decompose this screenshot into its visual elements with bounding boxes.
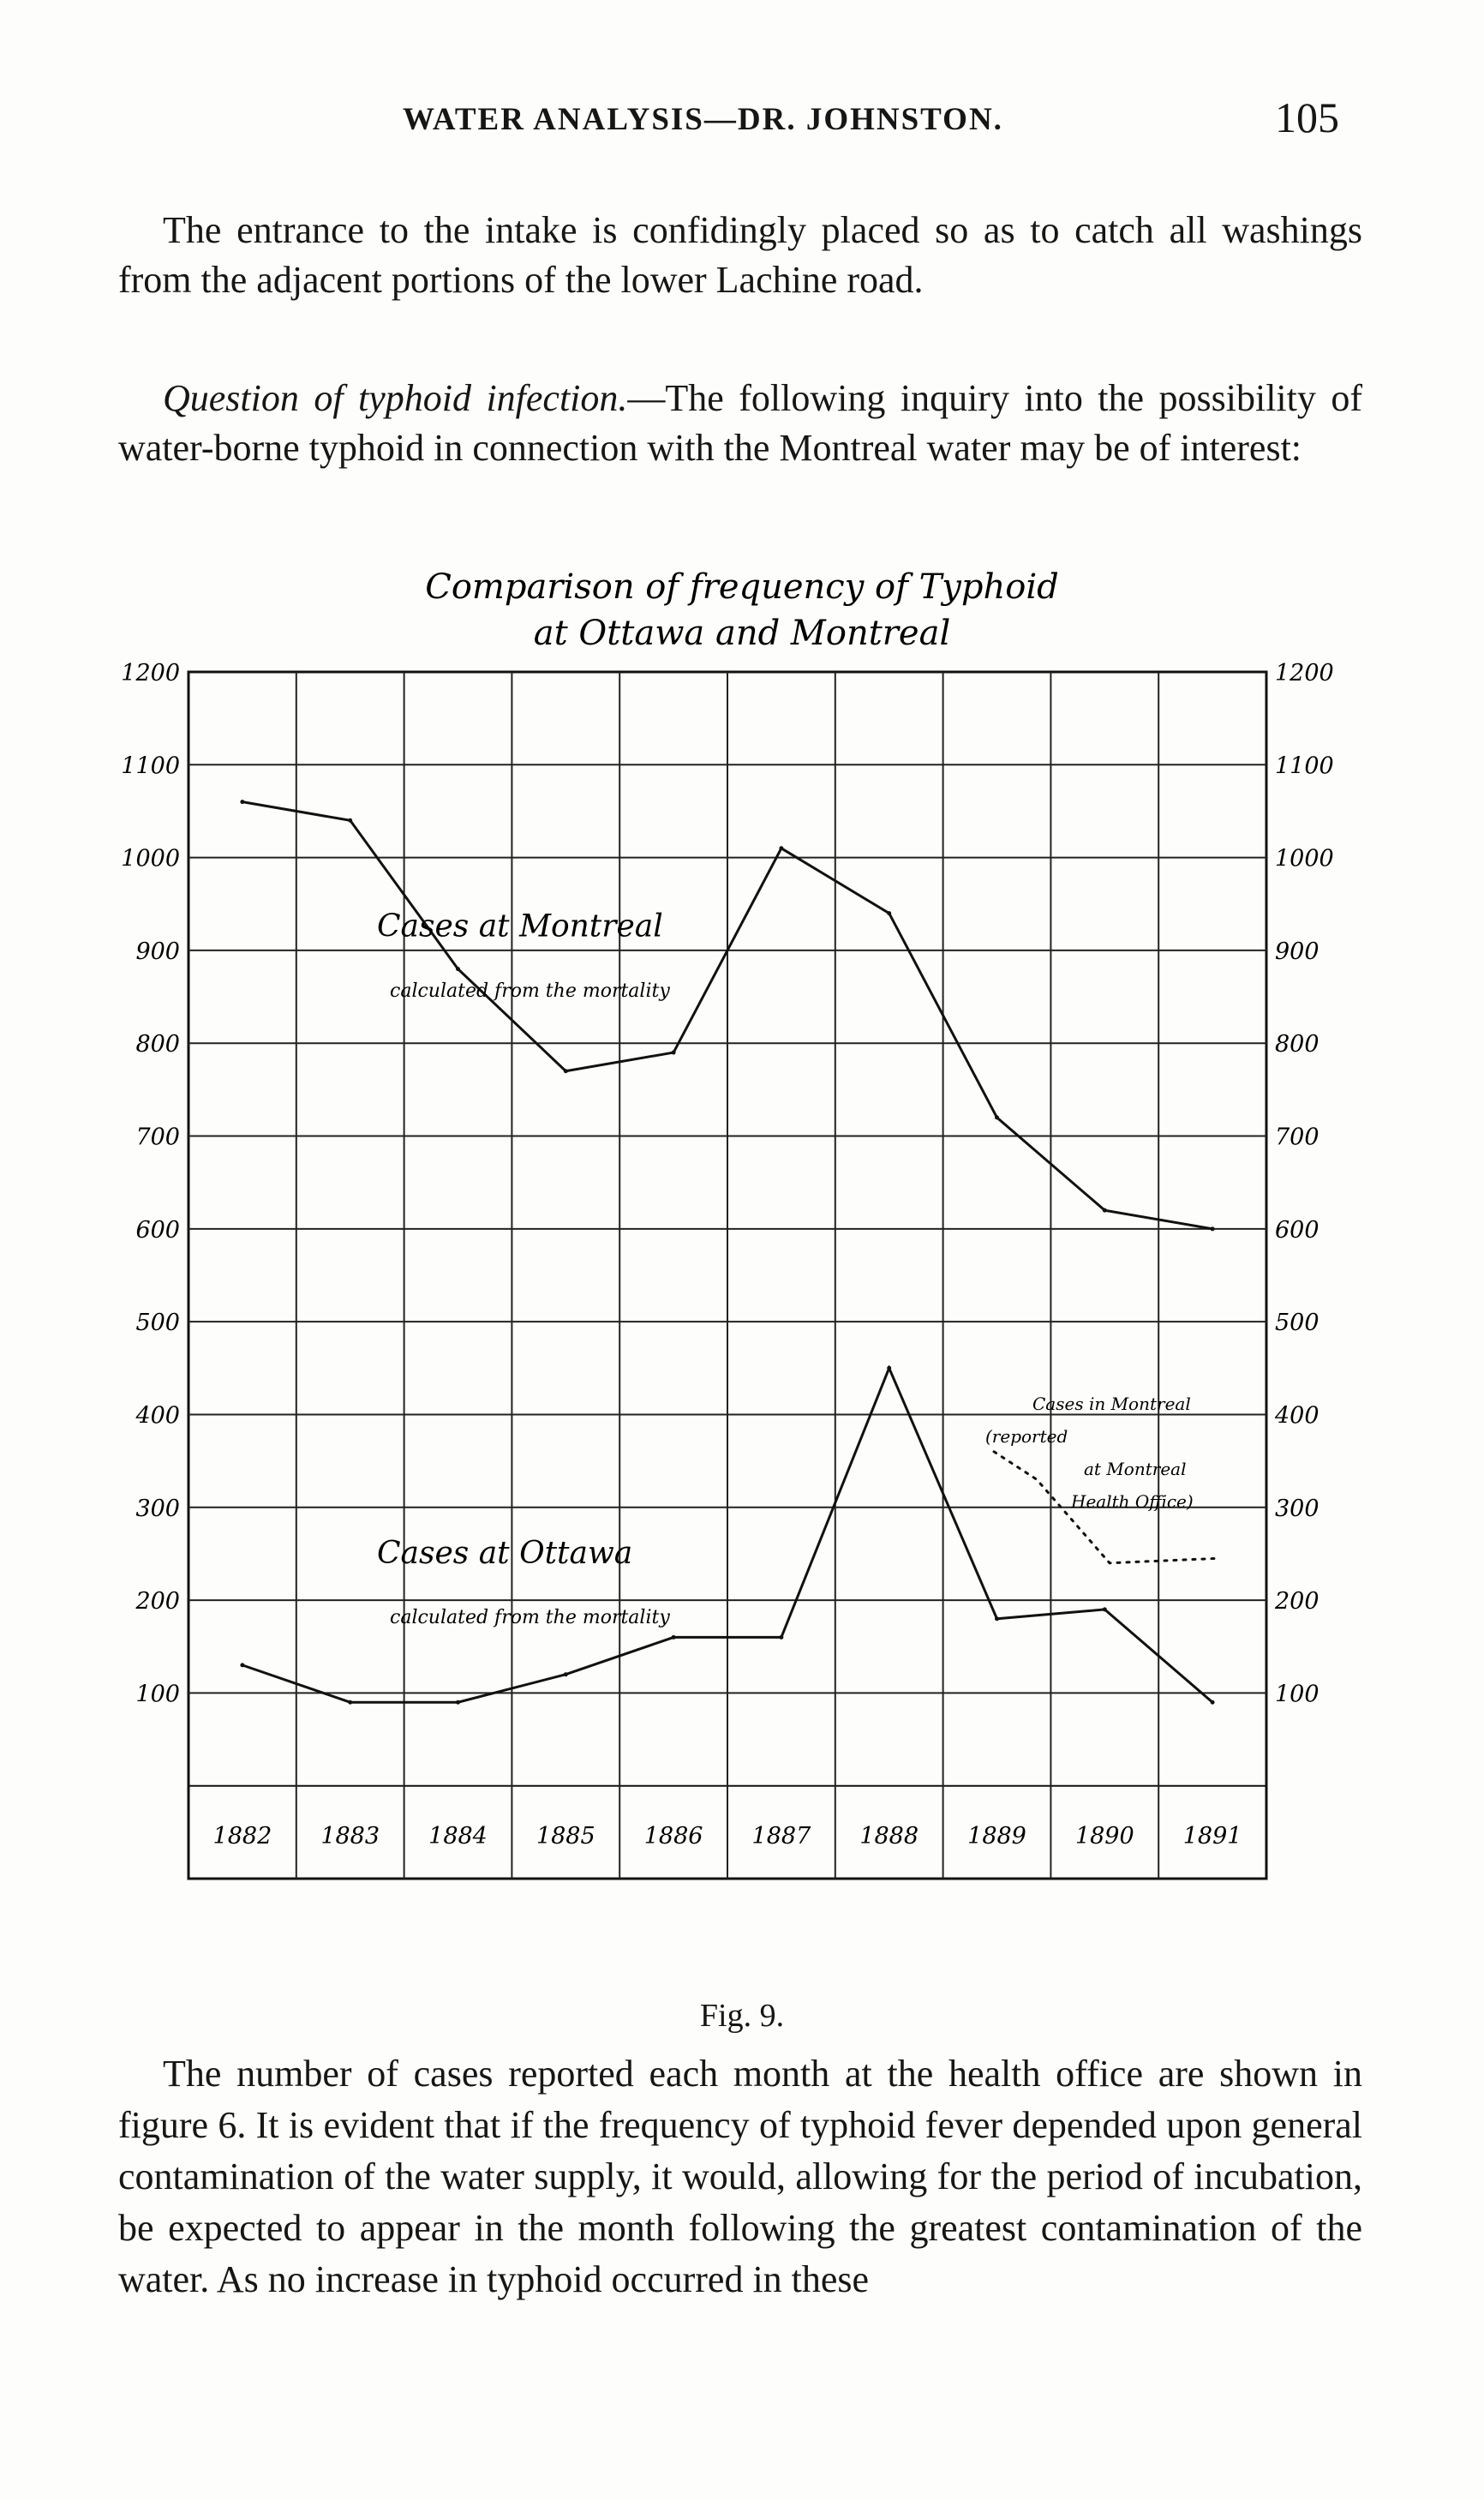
data-point-ottawa bbox=[1211, 1700, 1215, 1705]
typhoid-chart bbox=[0, 549, 1484, 2023]
x-tick-label: 1888 bbox=[859, 1822, 919, 1850]
y-tick-label-left: 100 bbox=[135, 1681, 180, 1708]
section-text: —The following inquiry into the possibility of water-borne typhoid in connection with the Montreal water may be of interest: bbox=[118, 377, 1362, 469]
x-tick-label: 1883 bbox=[320, 1822, 380, 1850]
y-tick-label-left: 1200 bbox=[121, 660, 180, 686]
page-number: 105 bbox=[1275, 93, 1339, 141]
data-point-ottawa bbox=[564, 1672, 568, 1676]
data-point-ottawa bbox=[240, 1663, 244, 1667]
data-point-montreal bbox=[887, 911, 891, 915]
paragraph-typhoid-question bbox=[118, 374, 1362, 473]
data-point-ottawa bbox=[887, 1366, 891, 1370]
data-point-montreal bbox=[456, 967, 460, 971]
y-tick-label-right: 1100 bbox=[1275, 752, 1334, 780]
x-tick-label: 1885 bbox=[536, 1822, 595, 1850]
data-point-montreal bbox=[240, 800, 244, 804]
chart-title-line2: at Ottawa and Montreal bbox=[533, 614, 951, 653]
series-label-ottawa: Cases at Ottawa bbox=[377, 1535, 633, 1571]
y-tick-label-left: 900 bbox=[135, 938, 180, 965]
data-point-montreal bbox=[779, 846, 783, 850]
y-tick-label-right: 100 bbox=[1275, 1681, 1319, 1708]
y-tick-label-left: 400 bbox=[135, 1402, 180, 1430]
data-point-ottawa bbox=[456, 1700, 460, 1705]
figure-caption: Fig. 9. bbox=[699, 1998, 785, 2034]
data-point-montreal bbox=[1211, 1226, 1215, 1231]
data-point-montreal bbox=[672, 1051, 676, 1055]
series-label-montreal: Cases at Montreal bbox=[377, 908, 663, 944]
chart-title-line1: Comparison of frequency of Typhoid bbox=[425, 567, 1059, 607]
x-tick-label: 1889 bbox=[967, 1822, 1026, 1850]
data-point-montreal bbox=[1103, 1208, 1107, 1213]
x-tick-label: 1890 bbox=[1074, 1822, 1134, 1850]
paragraph-intake bbox=[118, 206, 1362, 305]
y-tick-label-right: 400 bbox=[1275, 1402, 1319, 1430]
running-head: WATER ANALYSIS—DR. JOHNSTON. bbox=[403, 102, 1003, 137]
data-point-ottawa bbox=[995, 1616, 999, 1621]
y-tick-label-right: 900 bbox=[1275, 938, 1319, 965]
data-point-ottawa bbox=[348, 1700, 352, 1705]
x-tick-label: 1886 bbox=[643, 1822, 703, 1850]
y-tick-label-right: 600 bbox=[1275, 1216, 1319, 1244]
annotation-health-office-line3: at Montreal bbox=[1084, 1458, 1187, 1479]
series-note-ottawa: calculated from the mortality bbox=[390, 1607, 670, 1629]
data-point-montreal bbox=[564, 1069, 568, 1073]
paragraph-reported-cases-text: The number of cases reported each month at the health office are shown in figure 6. It is evident that if the frequency of typhoid fever depended upon general contamination of the water supply, it would, allowing for the period of incubation, be expected to appear in the month following the greatest contamination of the water. As no increase in typhoid occurred in these bbox=[118, 2053, 1362, 2300]
x-tick-label: 1891 bbox=[1182, 1822, 1242, 1850]
y-tick-label-right: 500 bbox=[1275, 1310, 1319, 1337]
x-tick-label: 1884 bbox=[428, 1822, 488, 1850]
y-tick-label-left: 200 bbox=[135, 1588, 180, 1616]
data-point-ottawa bbox=[1103, 1607, 1107, 1611]
y-tick-label-left: 300 bbox=[135, 1495, 180, 1522]
y-tick-label-left: 1100 bbox=[121, 752, 180, 780]
y-tick-label-left: 600 bbox=[135, 1216, 180, 1244]
series-note-montreal: calculated from the mortality bbox=[390, 980, 670, 1003]
y-tick-label-right: 700 bbox=[1275, 1124, 1319, 1151]
data-point-montreal bbox=[348, 818, 352, 823]
x-tick-label: 1882 bbox=[212, 1822, 272, 1850]
annotation-health-office-line4: Health Office) bbox=[1071, 1490, 1194, 1512]
x-tick-label: 1887 bbox=[751, 1822, 811, 1850]
paragraph-intake-text: The entrance to the intake is confidingly placed so as to catch all washings from the adjacent portions of the lower Lachine road. bbox=[118, 209, 1362, 301]
data-point-montreal bbox=[995, 1115, 999, 1119]
data-point-ottawa bbox=[672, 1635, 676, 1640]
y-tick-label-left: 500 bbox=[135, 1310, 180, 1337]
y-tick-label-left: 1000 bbox=[121, 845, 180, 872]
page-header bbox=[0, 93, 1484, 153]
y-tick-label-left: 700 bbox=[135, 1124, 180, 1151]
data-point-ottawa bbox=[779, 1635, 783, 1640]
y-tick-label-right: 300 bbox=[1275, 1495, 1319, 1522]
y-tick-label-left: 800 bbox=[135, 1031, 180, 1058]
chart-svg bbox=[0, 549, 1484, 2023]
y-tick-label-right: 800 bbox=[1275, 1031, 1319, 1058]
paragraph-reported-cases bbox=[118, 2048, 1362, 2305]
annotation-health-office-line1: Cases in Montreal bbox=[1032, 1394, 1191, 1415]
section-heading: Question of typhoid infection. bbox=[163, 377, 628, 419]
y-tick-label-right: 1000 bbox=[1275, 845, 1334, 872]
annotation-health-office-line2: (reported bbox=[985, 1425, 1068, 1447]
paragraph-typhoid-question-text bbox=[118, 374, 1362, 473]
y-tick-label-right: 1200 bbox=[1275, 660, 1334, 686]
y-tick-label-right: 200 bbox=[1275, 1588, 1319, 1616]
